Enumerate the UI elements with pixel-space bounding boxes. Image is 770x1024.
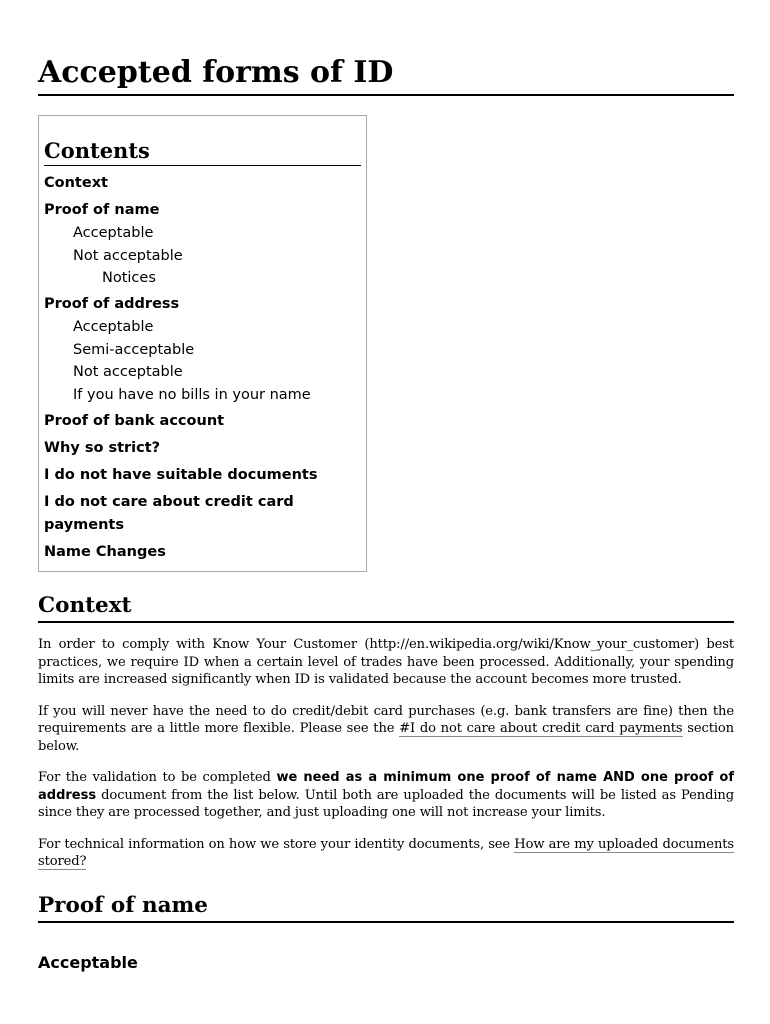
- paragraph-text: If you will never have the need to do credit/debit card purchases (e.g. bank transfers are fine) then the requirements are a little more flexible. Please see the: [38, 703, 734, 736]
- toc-item-no-credit-card[interactable]: I do not care about credit card payments: [44, 494, 294, 533]
- page-title: Accepted forms of ID: [38, 0, 734, 96]
- toc-subitem-name-acceptable[interactable]: Acceptable: [73, 225, 154, 241]
- context-paragraph-3: [38, 769, 734, 822]
- context-paragraph-2: [38, 703, 734, 756]
- requirement-emphasis: we need as a minimum one proof of name AND one proof of address: [38, 770, 734, 803]
- toc-item-why-so-strict[interactable]: Why so strict?: [44, 440, 161, 456]
- toc-heading: Contents: [44, 138, 361, 166]
- credit-card-section-link[interactable]: #I do not care about credit card payments: [399, 721, 683, 736]
- uploaded-documents-link[interactable]: How are my uploaded documents stored?: [38, 836, 734, 869]
- toc-subitem-no-bills[interactable]: If you have no bills in your name: [73, 386, 311, 403]
- toc-item-label: Proof of address: [44, 296, 180, 312]
- paragraph-text: document from the list below. Until both are uploaded the documents will be listed as Pending since they are processed together, and just uploading one will not increase your limits.: [38, 787, 734, 820]
- toc-subitem-notices[interactable]: Notices: [102, 270, 156, 286]
- document-page: [38, 0, 734, 973]
- toc-subitem-address-not-acceptable[interactable]: Not acceptable: [73, 364, 183, 380]
- toc-item-proof-of-name[interactable]: [44, 199, 361, 289]
- proof-of-name-heading: Proof of name: [38, 893, 734, 923]
- toc-item-name-changes[interactable]: Name Changes: [44, 544, 166, 560]
- context-paragraph-4: [38, 836, 734, 871]
- toc-subitem-address-semi-acceptable[interactable]: Semi-acceptable: [73, 341, 195, 358]
- paragraph-text: For technical information on how we store your identity documents, see: [38, 836, 515, 852]
- acceptable-subheading: Acceptable: [38, 952, 138, 972]
- paragraph-text: section below.: [38, 721, 734, 754]
- toc-subitem-address-acceptable[interactable]: Acceptable: [73, 319, 154, 335]
- table-of-contents: [38, 115, 367, 572]
- toc-subitem-name-not-acceptable[interactable]: Not acceptable: [73, 247, 183, 264]
- toc-item-proof-of-address[interactable]: [44, 293, 361, 406]
- toc-item-no-suitable-documents[interactable]: I do not have suitable documents: [44, 467, 318, 483]
- context-paragraph-1: In order to comply with Know Your Customer (http://en.wikipedia.org/wiki/Know_your_customer) best practices, we require ID when a certain level of trades have been processed. Additionally, your spending limits are increased significantly when ID is validated because the account becomes more trusted.: [38, 637, 734, 687]
- toc-item-proof-of-bank-account[interactable]: Proof of bank account: [44, 413, 225, 429]
- toc-item-context[interactable]: Context: [44, 175, 108, 191]
- toc-item-label: Proof of name: [44, 202, 160, 218]
- paragraph-text: For the validation to be completed: [38, 770, 277, 785]
- context-heading: Context: [38, 593, 734, 623]
